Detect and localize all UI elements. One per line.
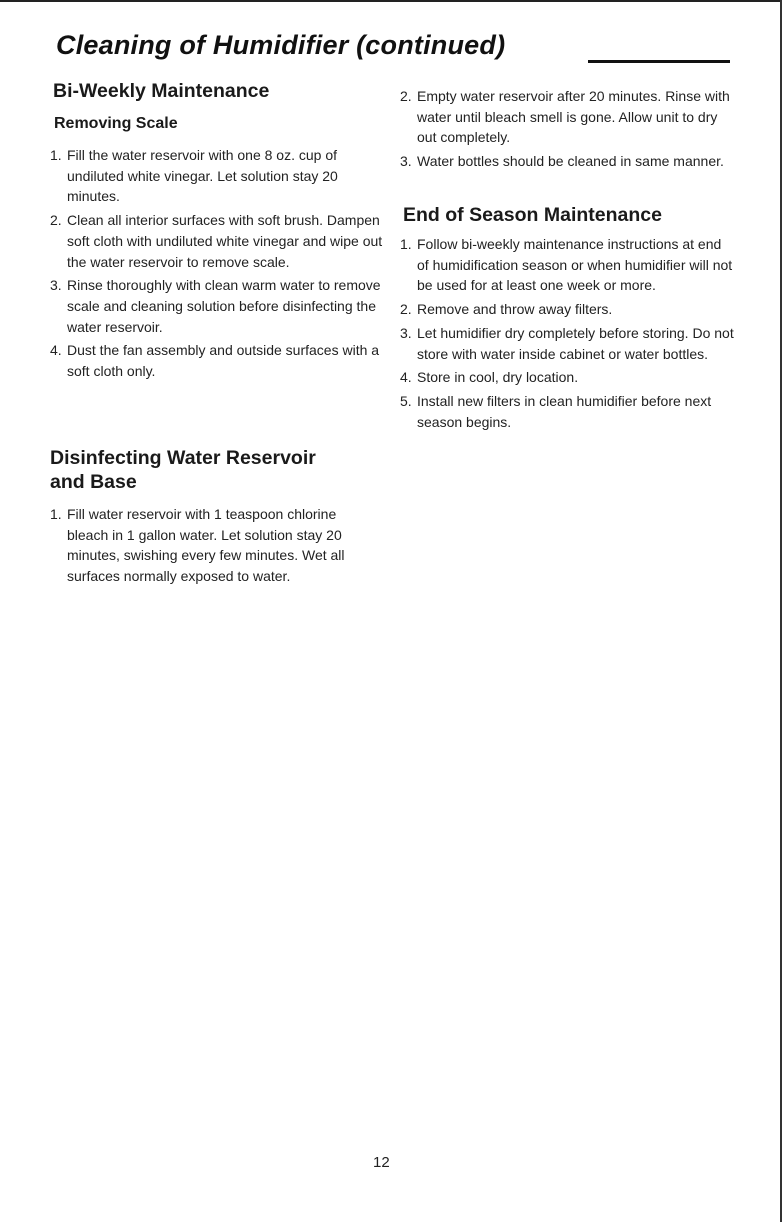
list-item (400, 86, 735, 148)
list-text: Clean all interior surfaces with soft brush. Dampen soft cloth with undiluted white vinegar and wipe out the water reservoir to remove scale. (67, 212, 383, 270)
list-number: 5. (400, 392, 412, 409)
list-text: Store in cool, dry location. (417, 369, 579, 386)
list-number: 4. (50, 342, 62, 359)
list-text: Rinse thoroughly with clean warm water to remove scale and cleaning solution before disinfecting the water reservoir. (67, 277, 381, 335)
page-title: Cleaning of Humidifier (continued) (56, 30, 506, 60)
list-number: 1. (400, 236, 412, 252)
disinfecting-continued-list (400, 86, 735, 175)
list-number: 2. (50, 212, 62, 229)
list-item (400, 323, 735, 364)
list-number: 1. (50, 147, 62, 163)
list-number: 2. (400, 301, 412, 318)
end-of-season-list (400, 234, 735, 435)
list-number: 3. (50, 277, 62, 294)
list-text: Install new filters in clean humidifier before next season begins. (417, 392, 712, 430)
list-text: Empty water reservoir after 20 minutes. Rinse with water until bleach smell is gone. Allow unit to dry out completely. (417, 88, 730, 146)
list-item (50, 275, 385, 337)
list-number: 1. (50, 506, 62, 522)
heading-end-of-season: End of Season Maintenance (403, 204, 662, 226)
section-title-bi-weekly: Bi-Weekly Maintenance (53, 80, 270, 102)
list-text: Fill the water reservoir with one 8 oz. cup of undiluted white vinegar. Let solution stay 20 minutes. (67, 147, 338, 205)
disinfecting-list (50, 504, 365, 590)
list-text: Follow bi-weekly maintenance instructions at end of humidification season or when humidifier will not be used for at least one week or more. (417, 236, 733, 294)
list-text: Fill water reservoir with 1 teaspoon chlorine bleach in 1 gallon water. Let solution stay 20 minutes, swishing every few minutes. Wet all surfaces normally exposed to water. (67, 506, 345, 585)
list-number: 3. (400, 324, 412, 341)
list-item (400, 367, 735, 388)
removing-scale-list (50, 145, 385, 385)
heading-removing-scale: Removing Scale (54, 115, 178, 132)
list-text: Remove and throw away filters. (417, 301, 613, 318)
list-number: 2. (400, 88, 412, 104)
list-item (50, 145, 385, 207)
list-text: Water bottles should be cleaned in same manner. (417, 153, 724, 170)
list-number: 4. (400, 369, 412, 386)
title-row (56, 30, 736, 74)
list-item (400, 151, 735, 172)
list-item (400, 234, 735, 296)
list-item (400, 391, 735, 432)
list-item (50, 210, 385, 272)
heading-disinfecting-line1: Disinfecting Water Reservoir (50, 447, 316, 469)
list-text: Let humidifier dry completely before storing. Do not store with water inside cabinet or water bottles. (417, 324, 734, 362)
list-item (400, 299, 735, 320)
list-item (50, 340, 385, 381)
title-rule (588, 60, 730, 63)
page-number: 12 (373, 1154, 390, 1171)
page-border-top (0, 0, 782, 2)
list-text: Dust the fan assembly and outside surfaces with a soft cloth only. (67, 342, 380, 380)
heading-disinfecting-line2: and Base (50, 471, 137, 493)
list-item (50, 504, 365, 587)
list-number: 3. (400, 153, 412, 170)
